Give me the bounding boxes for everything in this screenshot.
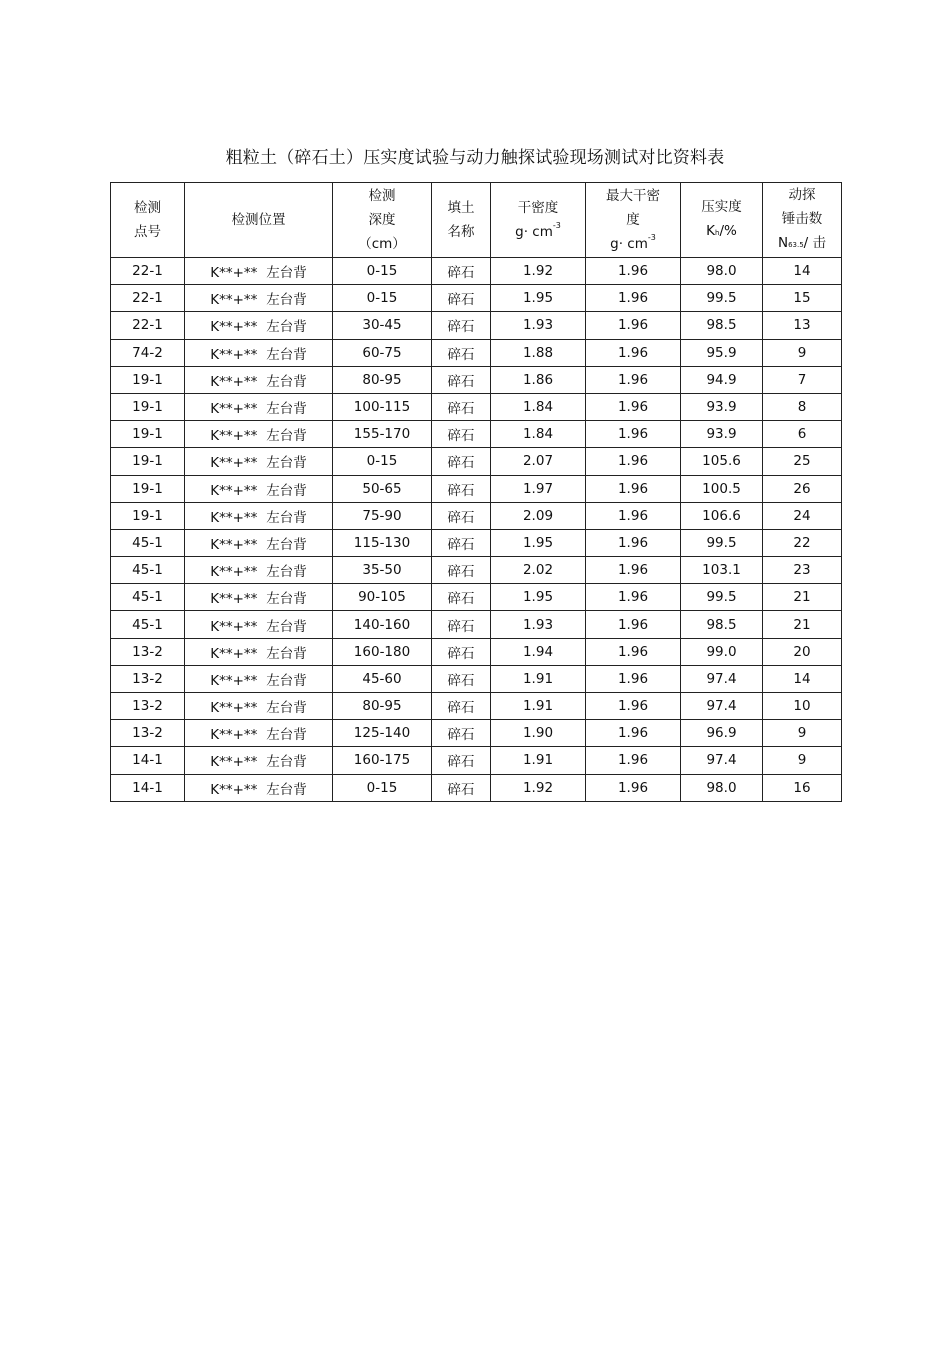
cell-position bbox=[185, 421, 333, 448]
table-row bbox=[111, 665, 842, 692]
cell-dry-density: 1.97 bbox=[491, 475, 586, 502]
cell-fill-name: 碎石 bbox=[432, 584, 491, 611]
position-side: 左台背 bbox=[266, 401, 307, 418]
cell-depth: 155-170 bbox=[333, 421, 432, 448]
cell-fill-name: 碎石 bbox=[432, 475, 491, 502]
position-code: K**+** bbox=[210, 618, 258, 635]
cell-fill-name: 碎石 bbox=[432, 448, 491, 475]
cell-dry-density: 1.84 bbox=[491, 421, 586, 448]
cell-position bbox=[185, 638, 333, 665]
position-code: K**+** bbox=[210, 428, 258, 445]
position-side: 左台背 bbox=[266, 591, 307, 608]
position-code: K**+** bbox=[210, 727, 258, 744]
cell-max-dry-density: 1.96 bbox=[586, 312, 681, 339]
cell-fill-name: 碎石 bbox=[432, 502, 491, 529]
cell-compaction: 93.9 bbox=[681, 421, 763, 448]
cell-depth: 0-15 bbox=[333, 285, 432, 312]
cell-point: 14-1 bbox=[111, 747, 185, 774]
cell-dry-density: 1.91 bbox=[491, 747, 586, 774]
cell-position bbox=[185, 584, 333, 611]
position-side: 左台背 bbox=[266, 564, 307, 581]
cell-max-dry-density: 1.96 bbox=[586, 448, 681, 475]
cell-dry-density: 1.88 bbox=[491, 339, 586, 366]
table-row bbox=[111, 448, 842, 475]
table-row bbox=[111, 557, 842, 584]
header-compaction: 压实度 Kh/% bbox=[681, 183, 763, 258]
cell-position bbox=[185, 611, 333, 638]
table-row bbox=[111, 693, 842, 720]
cell-point: 19-1 bbox=[111, 366, 185, 393]
cell-compaction: 97.4 bbox=[681, 665, 763, 692]
cell-position bbox=[185, 448, 333, 475]
cell-dry-density: 1.92 bbox=[491, 258, 586, 285]
position-side: 左台背 bbox=[266, 536, 307, 553]
cell-blow-count: 9 bbox=[763, 339, 842, 366]
header-dry-density: 干密度 $g\cdot cm^{-3}$ bbox=[491, 183, 586, 258]
cell-fill-name: 碎石 bbox=[432, 529, 491, 556]
cell-max-dry-density: 1.96 bbox=[586, 611, 681, 638]
cell-max-dry-density: 1.96 bbox=[586, 774, 681, 801]
cell-compaction: 94.9 bbox=[681, 366, 763, 393]
cell-depth: 160-175 bbox=[333, 747, 432, 774]
cell-max-dry-density: 1.96 bbox=[586, 665, 681, 692]
page-title: 粗粒土（碎石土）压实度试验与动力触探试验现场测试对比资料表 bbox=[225, 148, 725, 168]
cell-dry-density: 2.09 bbox=[491, 502, 586, 529]
cell-dry-density: 1.91 bbox=[491, 665, 586, 692]
table-body bbox=[111, 258, 842, 802]
table-row bbox=[111, 638, 842, 665]
cell-max-dry-density: 1.96 bbox=[586, 529, 681, 556]
position-side: 左台背 bbox=[266, 346, 307, 363]
cell-fill-name: 碎石 bbox=[432, 557, 491, 584]
position-code: K**+** bbox=[210, 292, 258, 309]
cell-point: 19-1 bbox=[111, 421, 185, 448]
cell-depth: 75-90 bbox=[333, 502, 432, 529]
position-side: 左台背 bbox=[266, 455, 307, 472]
cell-point: 13-2 bbox=[111, 693, 185, 720]
cell-compaction: 103.1 bbox=[681, 557, 763, 584]
cell-fill-name: 碎石 bbox=[432, 421, 491, 448]
cell-point: 13-2 bbox=[111, 720, 185, 747]
cell-depth: 0-15 bbox=[333, 448, 432, 475]
cell-compaction: 100.5 bbox=[681, 475, 763, 502]
cell-dry-density: 1.95 bbox=[491, 584, 586, 611]
cell-fill-name: 碎石 bbox=[432, 693, 491, 720]
cell-point: 14-1 bbox=[111, 774, 185, 801]
cell-position bbox=[185, 529, 333, 556]
header-depth: 检测 深度 （cm） bbox=[333, 183, 432, 258]
cell-max-dry-density: 1.96 bbox=[586, 720, 681, 747]
cell-position bbox=[185, 285, 333, 312]
cell-max-dry-density: 1.96 bbox=[586, 584, 681, 611]
cell-fill-name: 碎石 bbox=[432, 747, 491, 774]
position-side: 左台背 bbox=[266, 428, 307, 445]
table-row bbox=[111, 312, 842, 339]
cell-position bbox=[185, 366, 333, 393]
position-side: 左台背 bbox=[266, 373, 307, 390]
cell-dry-density: 1.95 bbox=[491, 285, 586, 312]
cell-position bbox=[185, 393, 333, 420]
cell-max-dry-density: 1.96 bbox=[586, 285, 681, 312]
cell-compaction: 106.6 bbox=[681, 502, 763, 529]
cell-depth: 160-180 bbox=[333, 638, 432, 665]
cell-dry-density: 1.94 bbox=[491, 638, 586, 665]
cell-max-dry-density: 1.96 bbox=[586, 638, 681, 665]
cell-dry-density: 1.91 bbox=[491, 693, 586, 720]
table-row bbox=[111, 584, 842, 611]
cell-compaction: 99.0 bbox=[681, 638, 763, 665]
cell-depth: 115-130 bbox=[333, 529, 432, 556]
position-side: 左台背 bbox=[266, 292, 307, 309]
cell-blow-count: 9 bbox=[763, 747, 842, 774]
position-side: 左台背 bbox=[266, 509, 307, 526]
position-side: 左台背 bbox=[266, 781, 307, 798]
position-code: K**+** bbox=[210, 700, 258, 717]
cell-dry-density: 2.02 bbox=[491, 557, 586, 584]
position-code: K**+** bbox=[210, 536, 258, 553]
table-row bbox=[111, 393, 842, 420]
position-code: K**+** bbox=[210, 401, 258, 418]
position-side: 左台背 bbox=[266, 482, 307, 499]
cell-max-dry-density: 1.96 bbox=[586, 339, 681, 366]
cell-depth: 125-140 bbox=[333, 720, 432, 747]
cell-depth: 50-65 bbox=[333, 475, 432, 502]
cell-blow-count: 25 bbox=[763, 448, 842, 475]
cell-compaction: 98.5 bbox=[681, 611, 763, 638]
table-row bbox=[111, 720, 842, 747]
cell-position bbox=[185, 665, 333, 692]
cell-fill-name: 碎石 bbox=[432, 393, 491, 420]
cell-max-dry-density: 1.96 bbox=[586, 393, 681, 420]
table-row bbox=[111, 529, 842, 556]
table-row bbox=[111, 421, 842, 448]
cell-compaction: 96.9 bbox=[681, 720, 763, 747]
cell-point: 45-1 bbox=[111, 611, 185, 638]
cell-blow-count: 13 bbox=[763, 312, 842, 339]
cell-position bbox=[185, 339, 333, 366]
cell-position bbox=[185, 747, 333, 774]
cell-compaction: 97.4 bbox=[681, 747, 763, 774]
cell-point: 45-1 bbox=[111, 557, 185, 584]
comparison-table bbox=[110, 182, 842, 802]
table-row bbox=[111, 366, 842, 393]
position-side: 左台背 bbox=[266, 645, 307, 662]
cell-depth: 100-115 bbox=[333, 393, 432, 420]
cell-depth: 140-160 bbox=[333, 611, 432, 638]
table-row bbox=[111, 502, 842, 529]
cell-blow-count: 21 bbox=[763, 584, 842, 611]
cell-position bbox=[185, 693, 333, 720]
cell-max-dry-density: 1.96 bbox=[586, 258, 681, 285]
position-code: K**+** bbox=[210, 509, 258, 526]
header-row bbox=[111, 183, 842, 258]
cell-max-dry-density: 1.96 bbox=[586, 475, 681, 502]
cell-position bbox=[185, 720, 333, 747]
position-code: K**+** bbox=[210, 346, 258, 363]
cell-point: 45-1 bbox=[111, 584, 185, 611]
cell-compaction: 99.5 bbox=[681, 584, 763, 611]
header-position: 检测位置 bbox=[185, 183, 333, 258]
position-code: K**+** bbox=[210, 482, 258, 499]
cell-max-dry-density: 1.96 bbox=[586, 421, 681, 448]
cell-dry-density: 1.93 bbox=[491, 312, 586, 339]
cell-blow-count: 15 bbox=[763, 285, 842, 312]
cell-fill-name: 碎石 bbox=[432, 665, 491, 692]
cell-dry-density: 1.93 bbox=[491, 611, 586, 638]
cell-dry-density: 2.07 bbox=[491, 448, 586, 475]
cell-blow-count: 16 bbox=[763, 774, 842, 801]
cell-blow-count: 20 bbox=[763, 638, 842, 665]
position-code: K**+** bbox=[210, 672, 258, 689]
cell-blow-count: 14 bbox=[763, 258, 842, 285]
cell-blow-count: 26 bbox=[763, 475, 842, 502]
cell-dry-density: 1.92 bbox=[491, 774, 586, 801]
header-point: 检测 点号 bbox=[111, 183, 185, 258]
cell-point: 22-1 bbox=[111, 312, 185, 339]
position-code: K**+** bbox=[210, 591, 258, 608]
position-side: 左台背 bbox=[266, 754, 307, 771]
position-code: K**+** bbox=[210, 265, 258, 282]
position-side: 左台背 bbox=[266, 319, 307, 336]
cell-point: 19-1 bbox=[111, 502, 185, 529]
cell-fill-name: 碎石 bbox=[432, 258, 491, 285]
cell-blow-count: 7 bbox=[763, 366, 842, 393]
position-side: 左台背 bbox=[266, 618, 307, 635]
cell-fill-name: 碎石 bbox=[432, 339, 491, 366]
cell-point: 13-2 bbox=[111, 638, 185, 665]
cell-compaction: 99.5 bbox=[681, 529, 763, 556]
cell-fill-name: 碎石 bbox=[432, 720, 491, 747]
cell-depth: 0-15 bbox=[333, 258, 432, 285]
cell-depth: 45-60 bbox=[333, 665, 432, 692]
cell-max-dry-density: 1.96 bbox=[586, 693, 681, 720]
cell-point: 22-1 bbox=[111, 285, 185, 312]
cell-blow-count: 6 bbox=[763, 421, 842, 448]
table-row bbox=[111, 475, 842, 502]
position-side: 左台背 bbox=[266, 672, 307, 689]
cell-blow-count: 9 bbox=[763, 720, 842, 747]
table-row bbox=[111, 258, 842, 285]
cell-max-dry-density: 1.96 bbox=[586, 557, 681, 584]
position-code: K**+** bbox=[210, 645, 258, 662]
cell-fill-name: 碎石 bbox=[432, 285, 491, 312]
cell-depth: 30-45 bbox=[333, 312, 432, 339]
cell-compaction: 97.4 bbox=[681, 693, 763, 720]
cell-point: 22-1 bbox=[111, 258, 185, 285]
cell-position bbox=[185, 774, 333, 801]
cell-dry-density: 1.90 bbox=[491, 720, 586, 747]
cell-point: 13-2 bbox=[111, 665, 185, 692]
cell-max-dry-density: 1.96 bbox=[586, 502, 681, 529]
header-max-dry-density: 最大干密 度 $g\cdot cm^{-3}$ bbox=[586, 183, 681, 258]
cell-position bbox=[185, 312, 333, 339]
header-fill-name: 填土 名称 bbox=[432, 183, 491, 258]
cell-compaction: 98.0 bbox=[681, 774, 763, 801]
position-code: K**+** bbox=[210, 455, 258, 472]
position-side: 左台背 bbox=[266, 265, 307, 282]
cell-blow-count: 24 bbox=[763, 502, 842, 529]
cell-point: 45-1 bbox=[111, 529, 185, 556]
table-row bbox=[111, 774, 842, 801]
table-row bbox=[111, 611, 842, 638]
cell-depth: 80-95 bbox=[333, 693, 432, 720]
table-row bbox=[111, 339, 842, 366]
cell-compaction: 93.9 bbox=[681, 393, 763, 420]
cell-compaction: 98.5 bbox=[681, 312, 763, 339]
position-code: K**+** bbox=[210, 564, 258, 581]
cell-fill-name: 碎石 bbox=[432, 312, 491, 339]
cell-compaction: 95.9 bbox=[681, 339, 763, 366]
cell-fill-name: 碎石 bbox=[432, 611, 491, 638]
cell-blow-count: 10 bbox=[763, 693, 842, 720]
cell-dry-density: 1.86 bbox=[491, 366, 586, 393]
cell-blow-count: 23 bbox=[763, 557, 842, 584]
cell-compaction: 98.0 bbox=[681, 258, 763, 285]
cell-blow-count: 21 bbox=[763, 611, 842, 638]
position-side: 左台背 bbox=[266, 700, 307, 717]
table-row bbox=[111, 285, 842, 312]
cell-position bbox=[185, 475, 333, 502]
cell-fill-name: 碎石 bbox=[432, 774, 491, 801]
cell-max-dry-density: 1.96 bbox=[586, 366, 681, 393]
cell-point: 19-1 bbox=[111, 475, 185, 502]
cell-fill-name: 碎石 bbox=[432, 366, 491, 393]
cell-position bbox=[185, 258, 333, 285]
position-side: 左台背 bbox=[266, 727, 307, 744]
cell-dry-density: 1.84 bbox=[491, 393, 586, 420]
cell-compaction: 99.5 bbox=[681, 285, 763, 312]
cell-blow-count: 8 bbox=[763, 393, 842, 420]
cell-depth: 35-50 bbox=[333, 557, 432, 584]
table-row bbox=[111, 747, 842, 774]
position-code: K**+** bbox=[210, 781, 258, 798]
header-blow-count: 动探 锤击数 N63.5/ 击 bbox=[763, 183, 842, 258]
cell-point: 74-2 bbox=[111, 339, 185, 366]
position-code: K**+** bbox=[210, 319, 258, 336]
cell-depth: 80-95 bbox=[333, 366, 432, 393]
cell-depth: 60-75 bbox=[333, 339, 432, 366]
cell-dry-density: 1.95 bbox=[491, 529, 586, 556]
cell-depth: 0-15 bbox=[333, 774, 432, 801]
cell-depth: 90-105 bbox=[333, 584, 432, 611]
cell-point: 19-1 bbox=[111, 448, 185, 475]
cell-blow-count: 22 bbox=[763, 529, 842, 556]
cell-position bbox=[185, 557, 333, 584]
cell-max-dry-density: 1.96 bbox=[586, 747, 681, 774]
cell-position bbox=[185, 502, 333, 529]
position-code: K**+** bbox=[210, 373, 258, 390]
cell-fill-name: 碎石 bbox=[432, 638, 491, 665]
cell-blow-count: 14 bbox=[763, 665, 842, 692]
cell-compaction: 105.6 bbox=[681, 448, 763, 475]
position-code: K**+** bbox=[210, 754, 258, 771]
cell-point: 19-1 bbox=[111, 393, 185, 420]
